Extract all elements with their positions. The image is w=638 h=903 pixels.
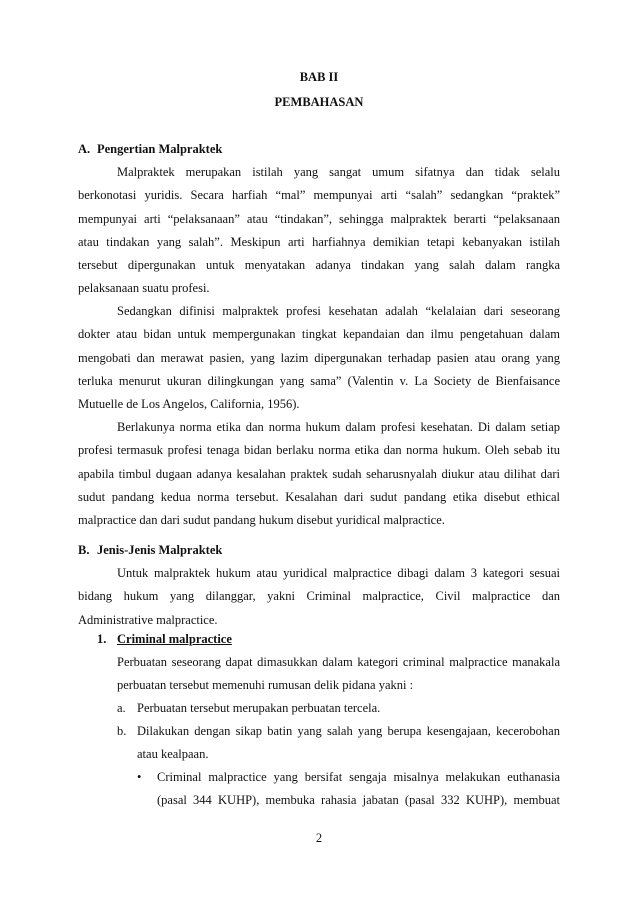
paragraph-line: pelaksanaan suatu profesi. [78,281,210,296]
bullet-icon: • [137,770,142,784]
section-b-title: Jenis-Jenis Malpraktek [97,543,223,557]
paragraph-line: Mutuelle de Los Angelos, California, 1956). [78,397,300,412]
chapter-title: BAB II [299,70,339,84]
paragraph-line: Sedangkan difinisi malpraktek profesi kesehatan adalah “kelalaian dari seseorang [117,304,560,318]
paragraph-line: bidang hukum yang dilanggar, yakni Criminal malpractice, Civil malpractice dan [78,589,560,604]
paragraph-line: profesi termasuk profesi tenaga bidan berlaku norma etika dan norma hukum. Oleh sebab itu [78,443,560,458]
paragraph-line: sudut pandang kedua norma tersebut. Kesalahan dari sudut pandang etika disebut ethical [78,489,560,504]
item-number: 1. [97,632,107,646]
paragraph-line: terluka menurut ukuran dilingkungan yang sama” (Valentin v. La Society de Bienfaisance [78,373,560,388]
bullet-text: Criminal malpractice yang bersifat sengaja misalnya melakukan euthanasia [157,770,560,784]
chapter-subtitle: PEMBAHASAN [274,95,364,109]
section-a-paragraph-1 [78,161,560,301]
list-letter: a. [117,701,126,715]
section-a-paragraph-3 [78,416,560,532]
list-item-text: Dilakukan dengan sikap batin yang salah yang berupa kesengajaan, kecerobohan [137,724,560,738]
paragraph-line: Administrative malpractice. [78,612,218,627]
paragraph-line: Malpraktek merupakan istilah yang sangat umum sifatnya dan tidak selalu [117,165,560,179]
section-b-paragraph-1 [78,562,560,632]
section-a-heading [78,142,222,157]
section-a-paragraph-2 [78,300,560,416]
paragraph-line: dokter atau bidan untuk mempergunakan tingkat kepandaian dan ilmu pengetahuan dalam [78,327,560,342]
criminal-malpractice-heading [97,632,232,647]
paragraph-line: perbuatan tersebut memenuhi rumusan delik pidana yakni : [117,678,414,693]
paragraph-line: Untuk malpraktek hukum atau yuridical malpractice dibagi dalam 3 kategori sesuai [117,566,560,580]
list-letter: b. [117,724,127,738]
page-number: 2 [315,831,323,845]
section-b-heading [78,543,222,558]
paragraph-line: mengobati dan merawat pasien, yang lazim dipergunakan terhadap pasien atau orang yang [78,350,560,365]
bullet-item [137,766,560,813]
list-item-a [117,697,560,720]
bullet-text: (pasal 344 KUHP), membuka rahasia jabatan (pasal 332 KUHP), membuat [157,793,560,808]
list-item-text: atau kealpaan. [137,747,209,762]
list-item-b [117,720,560,767]
section-a-title: Pengertian Malpraktek [97,142,223,156]
paragraph-line: mempunyai arti “pelaksanaan” atau “tindakan”, sehingga malpraktek berarti “pelaksanaan [78,211,560,226]
paragraph-line: atau tindakan yang salah”. Meskipun arti harfiahnya demikian tetapi kebanyakan istilah [78,234,560,249]
paragraph-line: Berlakunya norma etika dan norma hukum dalam profesi kesehatan. Di dalam setiap [117,420,560,434]
section-a-label: A. [78,142,91,156]
paragraph-line: apabila timbul dugaan adanya kesalahan praktek sudah seharusnyalah diukur atau dilihat dari [78,466,560,481]
list-item-text: Perbuatan tersebut merupakan perbuatan tercela. [137,701,381,715]
paragraph-line: malpractice dan dari sudut pandang hukum disebut yuridical malpractice. [78,513,445,528]
section-b-label: B. [78,543,90,557]
paragraph-line: tersebut dipergunakan untuk menyatakan adanya tindakan yang salah dalam rangka [78,258,560,273]
paragraph-line: Perbuatan seseorang dapat dimasukkan dalam kategori criminal malpractice manakala [117,655,560,669]
criminal-malpractice-text [117,651,560,698]
item-title: Criminal malpractice [117,632,232,646]
paragraph-line: berkonotasi yuridis. Secara harfiah “mal” mempunyai arti “salah” sedangkan “praktek” [78,188,560,203]
